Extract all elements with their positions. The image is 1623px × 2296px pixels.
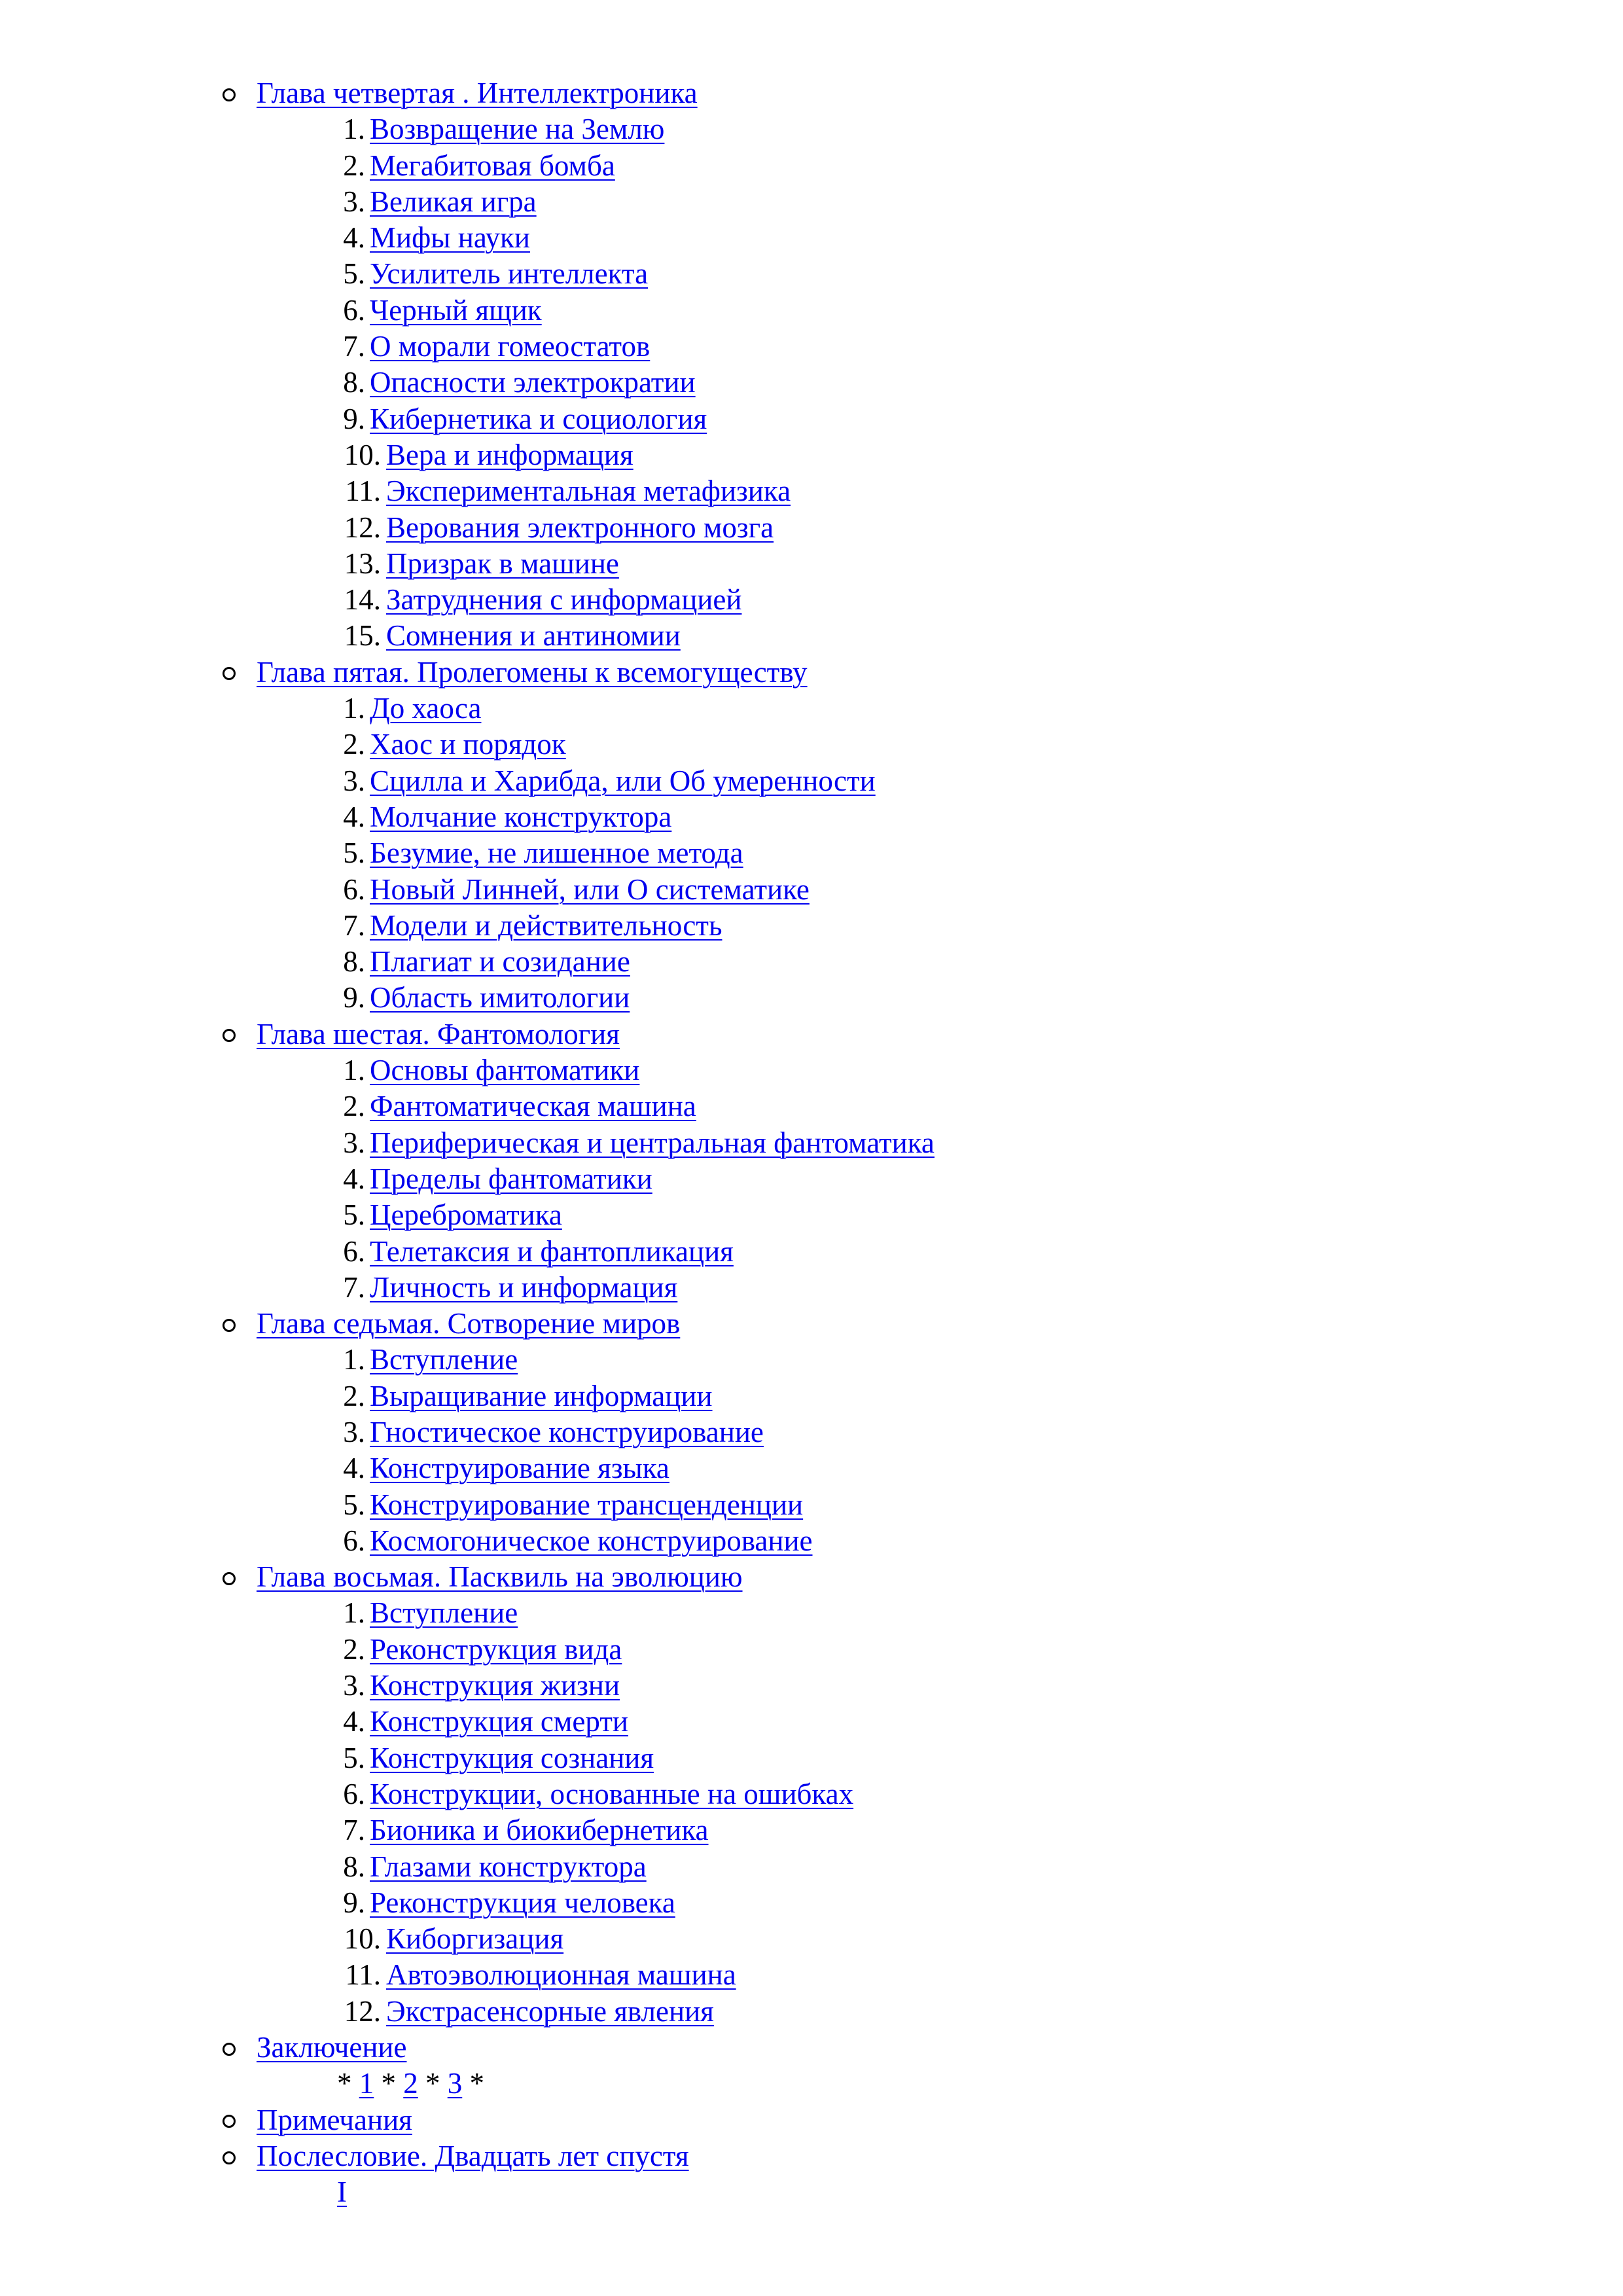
section-link[interactable]: Новый Линней, или О систематике bbox=[370, 872, 810, 906]
section-link[interactable]: До хаоса bbox=[370, 692, 482, 725]
section-link[interactable]: Реконструкция вида bbox=[370, 1632, 622, 1666]
section-row bbox=[0, 1776, 1623, 1812]
section-row bbox=[0, 1812, 1623, 1848]
section-number: 6. bbox=[343, 1524, 365, 1557]
section-link[interactable]: Плагиат и созидание bbox=[370, 945, 630, 978]
section-number: 7. bbox=[343, 908, 365, 942]
chapter-link-conclusion[interactable]: Заключение bbox=[257, 2031, 407, 2064]
section-row bbox=[0, 1450, 1623, 1486]
circle-bullet-shape bbox=[223, 88, 236, 101]
section-number: 7. bbox=[343, 1814, 365, 1847]
section-number: 2. bbox=[343, 728, 365, 761]
section-number: 8. bbox=[343, 1850, 365, 1883]
section-number: 11. bbox=[345, 475, 381, 508]
section-link[interactable]: Область имитологии bbox=[370, 981, 630, 1014]
section-row bbox=[0, 1849, 1623, 1885]
section-link[interactable]: Личность и информация bbox=[370, 1270, 678, 1304]
section-row bbox=[0, 1125, 1623, 1161]
section-link[interactable]: Верования электронного мозга bbox=[386, 511, 774, 544]
chapter-link-notes[interactable]: Примечания bbox=[257, 2103, 412, 2136]
chapter-link-chapter4[interactable]: Глава четвертая . Интеллектроника bbox=[257, 77, 698, 109]
section-link[interactable]: Конструкции, основанные на ошибках bbox=[370, 1777, 854, 1810]
section-number: 1. bbox=[343, 1054, 365, 1087]
conclusion-page-link-3[interactable]: 3 bbox=[447, 2067, 463, 2100]
section-link[interactable]: Конструкция жизни bbox=[370, 1669, 620, 1702]
section-row bbox=[0, 401, 1623, 437]
chapter-row-chapter6 bbox=[0, 1016, 1623, 1052]
section-link[interactable]: Хаос и порядок bbox=[370, 728, 566, 761]
section-row bbox=[0, 1632, 1623, 1668]
table-of-contents bbox=[0, 75, 1623, 2211]
conclusion-pager-row bbox=[0, 2066, 1623, 2102]
section-link[interactable]: Усилитель интеллекта bbox=[370, 257, 649, 291]
section-row bbox=[0, 184, 1623, 220]
section-row bbox=[0, 473, 1623, 509]
section-link[interactable]: Конструирование языка bbox=[370, 1452, 669, 1485]
section-link[interactable]: Основы фантоматики bbox=[370, 1054, 640, 1087]
section-link[interactable]: Сцилла и Харибда, или Об умеренности bbox=[370, 764, 876, 797]
pager-separator: * bbox=[425, 2067, 440, 2100]
section-number: 1. bbox=[343, 692, 365, 725]
section-number: 6. bbox=[343, 1777, 365, 1810]
section-link[interactable]: Опасности электрократии bbox=[370, 366, 696, 399]
afterword-part-link[interactable]: I bbox=[337, 2176, 347, 2209]
section-link[interactable]: О морали гомеостатов bbox=[370, 330, 651, 363]
section-row bbox=[0, 908, 1623, 944]
section-row bbox=[0, 1921, 1623, 1957]
section-number: 5. bbox=[343, 1198, 365, 1232]
section-link[interactable]: Телетаксия и фантопликация bbox=[370, 1234, 734, 1268]
section-link[interactable]: Безумие, не лишенное метода bbox=[370, 836, 743, 870]
circle-bullet-shape bbox=[223, 2043, 236, 2056]
section-link[interactable]: Пределы фантоматики bbox=[370, 1162, 652, 1195]
section-number: 12. bbox=[344, 511, 381, 544]
section-number: 8. bbox=[343, 366, 365, 399]
section-row bbox=[0, 437, 1623, 473]
section-number: 9. bbox=[343, 981, 365, 1014]
section-link[interactable]: Мифы науки bbox=[370, 221, 530, 255]
circle-bullet-icon bbox=[223, 655, 242, 691]
section-row bbox=[0, 944, 1623, 980]
section-link[interactable]: Глазами конструктора bbox=[370, 1850, 647, 1883]
section-number: 1. bbox=[343, 1343, 365, 1376]
section-number: 5. bbox=[343, 1741, 365, 1774]
chapter-link-chapter6[interactable]: Глава шестая. Фантомология bbox=[257, 1017, 620, 1050]
section-number: 2. bbox=[343, 1632, 365, 1666]
chapter-row-chapter8 bbox=[0, 1559, 1623, 1595]
section-link[interactable]: Модели и действительность bbox=[370, 908, 722, 942]
section-number: 3. bbox=[343, 1669, 365, 1702]
section-row bbox=[0, 1052, 1623, 1088]
section-number: 3. bbox=[343, 764, 365, 797]
section-link[interactable]: Черный ящик bbox=[370, 293, 542, 327]
section-number: 9. bbox=[343, 1886, 365, 1919]
chapter-row-chapter4 bbox=[0, 75, 1623, 111]
circle-bullet-icon bbox=[223, 2102, 242, 2138]
circle-bullet-shape bbox=[223, 667, 236, 680]
section-row bbox=[0, 799, 1623, 835]
section-row bbox=[0, 691, 1623, 726]
section-row bbox=[0, 1270, 1623, 1306]
section-row bbox=[0, 1994, 1623, 2030]
section-link[interactable]: Мегабитовая бомба bbox=[370, 149, 615, 182]
section-number: 5. bbox=[343, 1488, 365, 1521]
chapter-row-conclusion bbox=[0, 2030, 1623, 2066]
section-number: 4. bbox=[343, 800, 365, 833]
section-link[interactable]: Киборгизация bbox=[386, 1922, 564, 1956]
section-number: 2. bbox=[343, 1090, 365, 1123]
section-link[interactable]: Конструкция смерти bbox=[370, 1705, 629, 1738]
section-number: 6. bbox=[343, 293, 365, 327]
section-row bbox=[0, 111, 1623, 147]
section-number: 3. bbox=[343, 1415, 365, 1448]
circle-bullet-shape bbox=[223, 1572, 236, 1585]
section-row bbox=[0, 980, 1623, 1016]
pager-separator: * bbox=[337, 2067, 352, 2100]
chapter-row-notes bbox=[0, 2102, 1623, 2138]
section-link[interactable]: Великая игра bbox=[370, 185, 537, 218]
section-link[interactable]: Цереброматика bbox=[370, 1198, 562, 1232]
section-row bbox=[0, 1234, 1623, 1270]
section-number: 14. bbox=[344, 583, 381, 617]
section-row bbox=[0, 1088, 1623, 1124]
section-link[interactable]: Затруднения с информацией bbox=[386, 583, 742, 617]
section-link[interactable]: Вступление bbox=[370, 1343, 518, 1376]
pager-separator: * bbox=[469, 2067, 484, 2100]
section-number: 7. bbox=[343, 1270, 365, 1304]
circle-bullet-shape bbox=[223, 1029, 236, 1042]
section-number: 6. bbox=[343, 1234, 365, 1268]
section-row bbox=[0, 1595, 1623, 1631]
circle-bullet-icon bbox=[223, 75, 242, 111]
circle-bullet-icon bbox=[223, 1559, 242, 1595]
section-number: 10. bbox=[344, 1922, 381, 1956]
section-number: 3. bbox=[343, 1126, 365, 1159]
section-link[interactable]: Гностическое конструирование bbox=[370, 1415, 764, 1448]
section-row bbox=[0, 365, 1623, 401]
section-number: 4. bbox=[343, 1162, 365, 1195]
section-row bbox=[0, 835, 1623, 871]
section-row bbox=[0, 582, 1623, 618]
section-link[interactable]: Экстрасенсорные явления bbox=[386, 1994, 714, 2028]
circle-bullet-icon bbox=[223, 2030, 242, 2066]
section-link[interactable]: Бионика и биокибернетика bbox=[370, 1814, 709, 1847]
circle-bullet-shape bbox=[223, 2151, 236, 2164]
section-row bbox=[0, 618, 1623, 654]
circle-bullet-icon bbox=[223, 1016, 242, 1052]
section-row bbox=[0, 872, 1623, 908]
section-number: 4. bbox=[343, 221, 365, 255]
section-link[interactable]: Возвращение на Землю bbox=[370, 113, 665, 146]
section-number: 5. bbox=[343, 257, 365, 291]
chapter-link-chapter8[interactable]: Глава восьмая. Пасквиль на эволюцию bbox=[257, 1560, 743, 1594]
section-row bbox=[0, 1378, 1623, 1414]
section-row bbox=[0, 1197, 1623, 1233]
section-link[interactable]: Вера и информация bbox=[386, 438, 633, 471]
section-number: 8. bbox=[343, 945, 365, 978]
section-link[interactable]: Вступление bbox=[370, 1596, 518, 1630]
chapter-link-chapter7[interactable]: Глава седьмая. Сотворение миров bbox=[257, 1307, 681, 1340]
section-link[interactable]: Конструкция сознания bbox=[370, 1741, 654, 1774]
chapter-link-afterword[interactable]: Послесловие. Двадцать лет спустя bbox=[257, 2139, 689, 2172]
section-number: 9. bbox=[343, 402, 365, 435]
section-row bbox=[0, 1704, 1623, 1740]
chapter-row-chapter7 bbox=[0, 1306, 1623, 1342]
section-row bbox=[0, 256, 1623, 292]
chapter-row-chapter5 bbox=[0, 655, 1623, 691]
conclusion-page-link-2[interactable]: 2 bbox=[403, 2067, 418, 2100]
section-row bbox=[0, 1342, 1623, 1378]
section-link[interactable]: Сомнения и антиномии bbox=[386, 619, 681, 653]
circle-bullet-icon bbox=[223, 1306, 242, 1342]
section-row bbox=[0, 546, 1623, 582]
section-row bbox=[0, 1885, 1623, 1921]
circle-bullet-shape bbox=[223, 1319, 236, 1332]
section-link[interactable]: Фантоматическая машина bbox=[370, 1090, 696, 1123]
section-row bbox=[0, 220, 1623, 256]
conclusion-pager bbox=[337, 2066, 484, 2102]
section-row bbox=[0, 1523, 1623, 1559]
section-number: 7. bbox=[343, 330, 365, 363]
section-link[interactable]: Кибернетика и социология bbox=[370, 402, 707, 435]
section-row bbox=[0, 763, 1623, 799]
section-number: 6. bbox=[343, 872, 365, 906]
section-number: 11. bbox=[345, 1958, 381, 1992]
section-number: 3. bbox=[343, 185, 365, 218]
section-row bbox=[0, 1668, 1623, 1704]
section-number: 10. bbox=[344, 438, 381, 471]
section-number: 4. bbox=[343, 1705, 365, 1738]
conclusion-page-link-1[interactable]: 1 bbox=[359, 2067, 374, 2100]
section-number: 13. bbox=[344, 547, 381, 580]
section-number: 4. bbox=[343, 1452, 365, 1485]
circle-bullet-shape bbox=[223, 2115, 236, 2128]
section-row bbox=[0, 510, 1623, 546]
section-row bbox=[0, 1957, 1623, 1993]
section-link[interactable]: Автоэволюционная машина bbox=[386, 1958, 736, 1992]
section-row bbox=[0, 1487, 1623, 1523]
section-number: 1. bbox=[343, 113, 365, 146]
section-link[interactable]: Реконструкция человека bbox=[370, 1886, 675, 1919]
section-row bbox=[0, 1740, 1623, 1776]
section-row bbox=[0, 726, 1623, 762]
section-number: 12. bbox=[344, 1994, 381, 2028]
section-link[interactable]: Космогоническое конструирование bbox=[370, 1524, 813, 1557]
section-row bbox=[0, 1414, 1623, 1450]
section-number: 5. bbox=[343, 836, 365, 870]
section-link[interactable]: Экспериментальная метафизика bbox=[386, 475, 791, 508]
section-row bbox=[0, 1161, 1623, 1197]
section-number: 15. bbox=[344, 619, 381, 653]
chapter-row-afterword bbox=[0, 2138, 1623, 2174]
section-link[interactable]: Призрак в машине bbox=[386, 547, 619, 580]
section-link[interactable]: Конструирование трансценденции bbox=[370, 1488, 804, 1521]
section-row bbox=[0, 329, 1623, 365]
afterword-part-row bbox=[0, 2174, 1623, 2210]
section-link[interactable]: Молчание конструктора bbox=[370, 800, 672, 833]
circle-bullet-icon bbox=[223, 2138, 242, 2174]
section-link[interactable]: Периферическая и центральная фантоматика bbox=[370, 1126, 935, 1159]
section-link[interactable]: Выращивание информации bbox=[370, 1379, 713, 1412]
chapter-link-chapter5[interactable]: Глава пятая. Пролегомены к всемогуществу bbox=[257, 655, 808, 689]
section-number: 2. bbox=[343, 149, 365, 182]
section-row bbox=[0, 293, 1623, 329]
section-number: 1. bbox=[343, 1596, 365, 1630]
pager-separator: * bbox=[381, 2067, 396, 2100]
section-number: 2. bbox=[343, 1379, 365, 1412]
section-row bbox=[0, 148, 1623, 184]
